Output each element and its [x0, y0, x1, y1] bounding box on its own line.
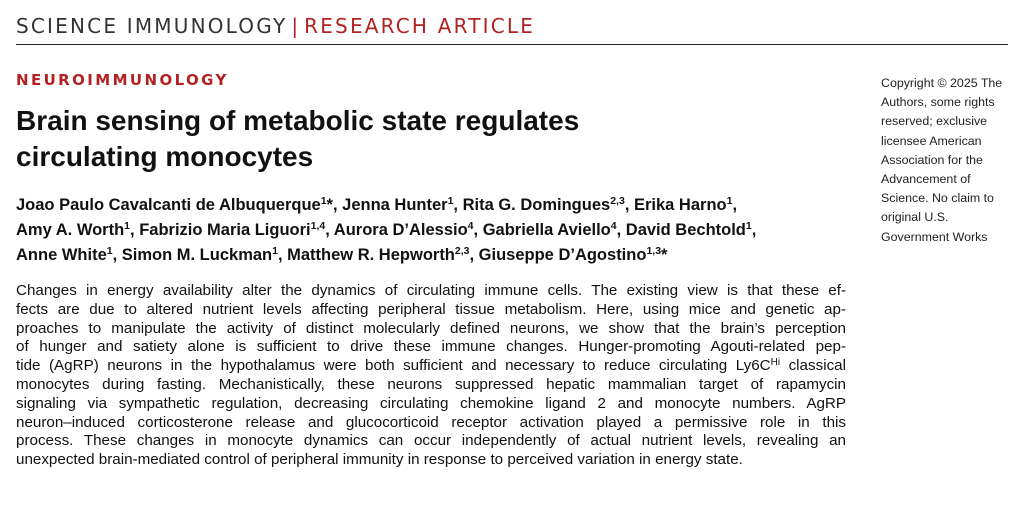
author-affiliation: 1 — [272, 245, 278, 257]
author-affiliation: 1 — [726, 195, 733, 207]
abstract-line: unexpected brain-mediated control of peripheral immunity in response to perceived variation in energy state. — [16, 451, 743, 469]
author-separator: , — [332, 196, 343, 214]
article-title — [16, 103, 716, 175]
author-separator: , — [277, 246, 288, 264]
abstract-line: of hunger and satiety alone is sufficient to drive these immune changes. Hunger-promoting Agouti-related pep- — [16, 338, 846, 356]
section-label: NEUROIMMUNOLOGY — [16, 71, 229, 89]
author-separator: , — [130, 221, 140, 239]
copyright-line: Authors, some rights — [881, 95, 995, 110]
abstract-text: classical — [780, 357, 846, 375]
author[interactable] — [342, 196, 453, 214]
abstract-line — [16, 357, 846, 376]
author-name: Rita G. Domingues — [462, 196, 611, 214]
author-separator: , — [751, 221, 757, 239]
author-affiliation: 1 — [106, 245, 113, 257]
header-rule — [16, 44, 1008, 45]
author-name: Aurora D’Alessio — [333, 221, 468, 239]
abstract-line: signaling via sympathetic regulation, decreasing circulating chemokine ligand 2 and monocyte numbers. AgRP — [16, 394, 846, 412]
author-separator: , — [732, 196, 738, 214]
abstract-line: proaches to manipulate the activity of distinct molecularly defined neurons, we show that the brain’s perception — [16, 319, 846, 337]
author-name: Fabrizio Maria Liguori — [139, 221, 311, 239]
author[interactable] — [479, 246, 668, 264]
author-name: Erika Harno — [633, 196, 727, 214]
author[interactable] — [139, 221, 325, 239]
author-name: Joao Paulo Cavalcanti de Albuquerque — [16, 196, 321, 214]
author-affiliation: 1 — [447, 195, 454, 207]
abstract-line: fects are due to altered nutrient levels affecting peripheral tissue metabolism. Here, using mice and genetic ap- — [16, 300, 846, 318]
copyright-line: reserved; exclusive — [881, 114, 988, 129]
author[interactable] — [122, 246, 278, 264]
author-affiliation: 4 — [467, 220, 474, 232]
copyright-line: licensee American — [881, 133, 982, 148]
author-name: Giuseppe D’Agostino — [478, 246, 647, 264]
author[interactable] — [483, 221, 617, 239]
copyright-line: original U.S. — [881, 210, 949, 225]
author[interactable] — [287, 246, 469, 264]
author-separator: , — [469, 246, 479, 264]
author-affiliation: 1 — [124, 220, 131, 232]
author-separator: , — [325, 221, 334, 239]
author-name: Amy A. Worth — [16, 221, 125, 239]
author-separator: , — [616, 221, 626, 239]
copyright-line: Science. No claim to — [881, 191, 994, 206]
author-separator: , — [453, 196, 463, 214]
copyright-line: Advancement of — [881, 172, 971, 187]
author-affiliation: 4 — [610, 220, 617, 232]
author-separator: , — [473, 221, 483, 239]
corresponding-mark: * — [661, 246, 668, 264]
article-type: RESEARCH ARTICLE — [304, 14, 536, 38]
author-affiliation: 1 — [320, 195, 327, 207]
superscript-hi: Hi — [770, 357, 781, 369]
abstract-text: tide (AgRP) neurons in the hypothalamus were both sufficient and necessary to reduce circulating Ly6C — [16, 357, 771, 375]
author[interactable] — [16, 196, 333, 214]
copyright-line: Government Works — [881, 229, 988, 244]
masthead-separator: | — [291, 14, 299, 38]
journal-name: SCIENCE IMMUNOLOGY — [16, 14, 288, 38]
abstract-line: monocytes during fasting. Mechanistically, these neurons suppressed hepatic mammalian target of rapamycin — [16, 375, 846, 393]
author[interactable] — [626, 221, 752, 239]
author-affiliation: 2,3 — [454, 245, 470, 257]
author-name: David Bechtold — [625, 221, 746, 239]
author[interactable] — [16, 221, 130, 239]
author[interactable] — [634, 196, 732, 214]
author-affiliation: 1 — [745, 220, 752, 232]
author-affiliation: 2,3 — [610, 195, 625, 207]
abstract-line: Changes in energy availability alter the dynamics of circulating immune cells. The existing view is that these ef- — [16, 282, 846, 299]
author-list — [16, 193, 856, 268]
author[interactable] — [334, 221, 474, 239]
copyright-line: Copyright © 2025 The — [881, 76, 1003, 90]
corresponding-mark: * — [326, 196, 333, 214]
author[interactable] — [463, 196, 625, 214]
author-name: Simon M. Luckman — [121, 246, 273, 264]
author-affiliation: 1,4 — [310, 220, 326, 232]
author[interactable] — [16, 246, 113, 264]
author-name: Jenna Hunter — [342, 196, 448, 214]
author-separator: , — [112, 246, 122, 264]
abstract — [16, 282, 846, 470]
author-name: Anne White — [16, 246, 107, 264]
title-line: Brain sensing of metabolic state regulates — [16, 105, 580, 136]
author-name: Gabriella Aviello — [482, 221, 611, 239]
abstract-line: process. These changes in monocyte dynamics can occur independently of actual nutrient levels, revealing an — [16, 432, 846, 450]
journal-masthead — [16, 13, 1008, 39]
title-line: circulating monocytes — [16, 141, 314, 172]
author-affiliation: 1,3 — [646, 245, 662, 257]
author-separator: , — [624, 196, 634, 214]
copyright-line: Association for the — [881, 152, 983, 167]
author-name: Matthew R. Hepworth — [287, 246, 455, 264]
abstract-line: neuron–induced corticosterone release and glucocorticoid receptor activation played a permissive role in this — [16, 413, 846, 431]
copyright-notice — [881, 74, 1011, 247]
